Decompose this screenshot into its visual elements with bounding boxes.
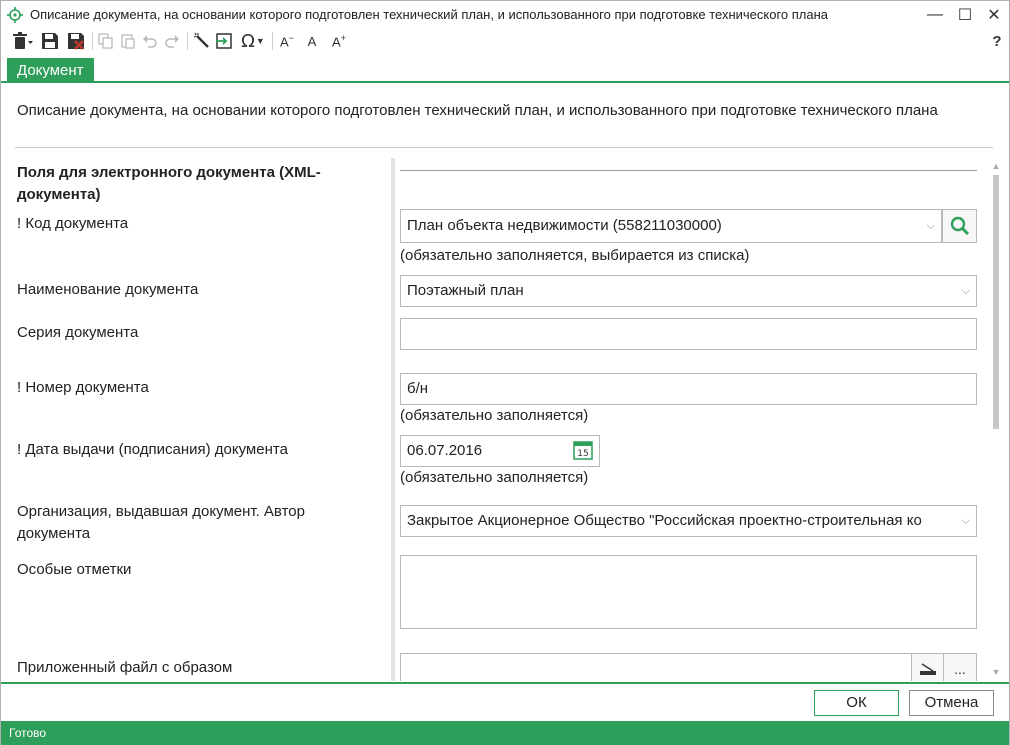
attachment-input[interactable] (400, 653, 977, 681)
notes-label: Особые отметки (17, 561, 132, 578)
omega-icon: Ω (241, 30, 255, 52)
form-scrollbar[interactable] (989, 161, 1003, 681)
toolbar-separator (272, 32, 273, 50)
import-button[interactable] (213, 29, 235, 53)
magic-wand-icon (193, 32, 211, 50)
doc-code-hint: (обязательно заполняется, выбирается из списка) (400, 247, 750, 264)
cancel-button[interactable]: Отмена (909, 690, 994, 716)
toolbar-separator (187, 32, 188, 50)
tab-document[interactable]: Документ (7, 58, 94, 83)
chevron-down-icon: ⌵ (961, 285, 970, 297)
window-title: Описание документа, на основании которого подготовлен технический план, и использованного при подготовке технического плана (30, 7, 829, 22)
chevron-down-icon: ▼ (255, 36, 265, 46)
help-button[interactable]: ? (992, 32, 1002, 50)
redo-icon (164, 33, 180, 49)
import-icon (215, 32, 233, 50)
copy-icon (98, 33, 114, 49)
calendar-icon[interactable] (573, 440, 593, 460)
delete-dropdown-button[interactable] (9, 29, 37, 53)
doc-date-input[interactable] (400, 435, 600, 467)
font-default-icon: A (307, 33, 317, 49)
issuer-combobox[interactable] (400, 505, 977, 537)
doc-date-hint: (обязательно заполняется) (400, 469, 589, 486)
trash-icon (12, 32, 34, 50)
maximize-button[interactable]: ☐ (957, 7, 973, 24)
chevron-down-icon: ⌵ (926, 220, 935, 232)
toolbar (1, 29, 1009, 53)
scroll-up-icon[interactable]: ▲ (991, 161, 1001, 171)
divider (15, 147, 993, 148)
section-title: Поля для электронного документа (XML-документа) (17, 164, 321, 203)
divider (400, 170, 977, 171)
close-button[interactable]: ✕ (987, 7, 1001, 24)
calendar-day: 15 (577, 449, 589, 459)
decrease-font-button[interactable] (277, 29, 297, 53)
ok-button[interactable]: ОК (814, 690, 899, 716)
paste-icon (120, 33, 136, 49)
doc-number-hint: (обязательно заполняется) (400, 407, 589, 424)
issuer-label: Организация, выдавшая документ. Автор документа (17, 503, 305, 542)
save-close-icon (67, 32, 85, 50)
status-bar (1, 721, 1009, 745)
redo-button[interactable] (162, 29, 182, 53)
font-increase-icon: A+ (332, 32, 346, 50)
doc-series-label: Серия документа (17, 324, 139, 341)
search-icon (950, 216, 970, 236)
doc-name-value: Поэтажный план (407, 282, 524, 299)
app-logo-icon (7, 7, 23, 23)
scanner-icon (919, 662, 937, 676)
toolbar-separator (92, 32, 93, 50)
copy-button[interactable] (96, 29, 116, 53)
undo-icon (142, 33, 158, 49)
save-button[interactable] (39, 29, 61, 53)
page-title: Описание документа, на основании которого подготовлен технический план, и использованного при подготовке технического плана (17, 102, 938, 119)
scan-button[interactable] (911, 654, 944, 681)
magic-wand-button[interactable] (191, 29, 213, 53)
doc-name-combobox[interactable] (400, 275, 977, 307)
doc-date-label: ! Дата выдачи (подписания) документа (17, 441, 288, 458)
floppy-disk-icon (41, 32, 59, 50)
doc-code-label: ! Код документа (17, 215, 129, 232)
minimize-button[interactable]: — (927, 6, 943, 23)
notes-textarea[interactable] (400, 555, 977, 629)
doc-series-input[interactable] (400, 318, 977, 350)
browse-button[interactable]: ... (943, 654, 976, 681)
undo-button[interactable] (140, 29, 160, 53)
scroll-down-icon[interactable]: ▼ (991, 667, 1001, 677)
tab-strip (1, 58, 1009, 83)
scroll-thumb[interactable] (993, 175, 999, 429)
title-bar (1, 1, 1009, 29)
chevron-down-icon: ⌵ (958, 506, 970, 536)
doc-number-input[interactable]: б/н (400, 373, 977, 405)
doc-code-combobox[interactable] (400, 209, 942, 243)
status-text: Готово (9, 726, 47, 740)
divider (1, 682, 1009, 684)
doc-name-label: Наименование документа (17, 281, 199, 298)
attachment-label: Приложенный файл с образом (17, 659, 233, 676)
paste-button[interactable] (118, 29, 138, 53)
column-splitter[interactable] (391, 158, 395, 681)
increase-font-button[interactable] (328, 29, 350, 53)
doc-code-search-button[interactable] (942, 209, 977, 243)
doc-number-label: ! Номер документа (17, 379, 149, 396)
special-chars-dropdown-button[interactable] (238, 29, 268, 53)
form-area (1, 153, 1009, 681)
save-close-button[interactable] (65, 29, 87, 53)
font-decrease-icon: A− (280, 32, 294, 50)
default-font-button[interactable] (302, 29, 322, 53)
doc-code-value: План объекта недвижимости (558211030000) (407, 217, 722, 234)
doc-date-value: 06.07.2016 (407, 442, 483, 459)
issuer-value: Закрытое Акционерное Общество "Российская проектно-строительная ко (407, 512, 922, 529)
